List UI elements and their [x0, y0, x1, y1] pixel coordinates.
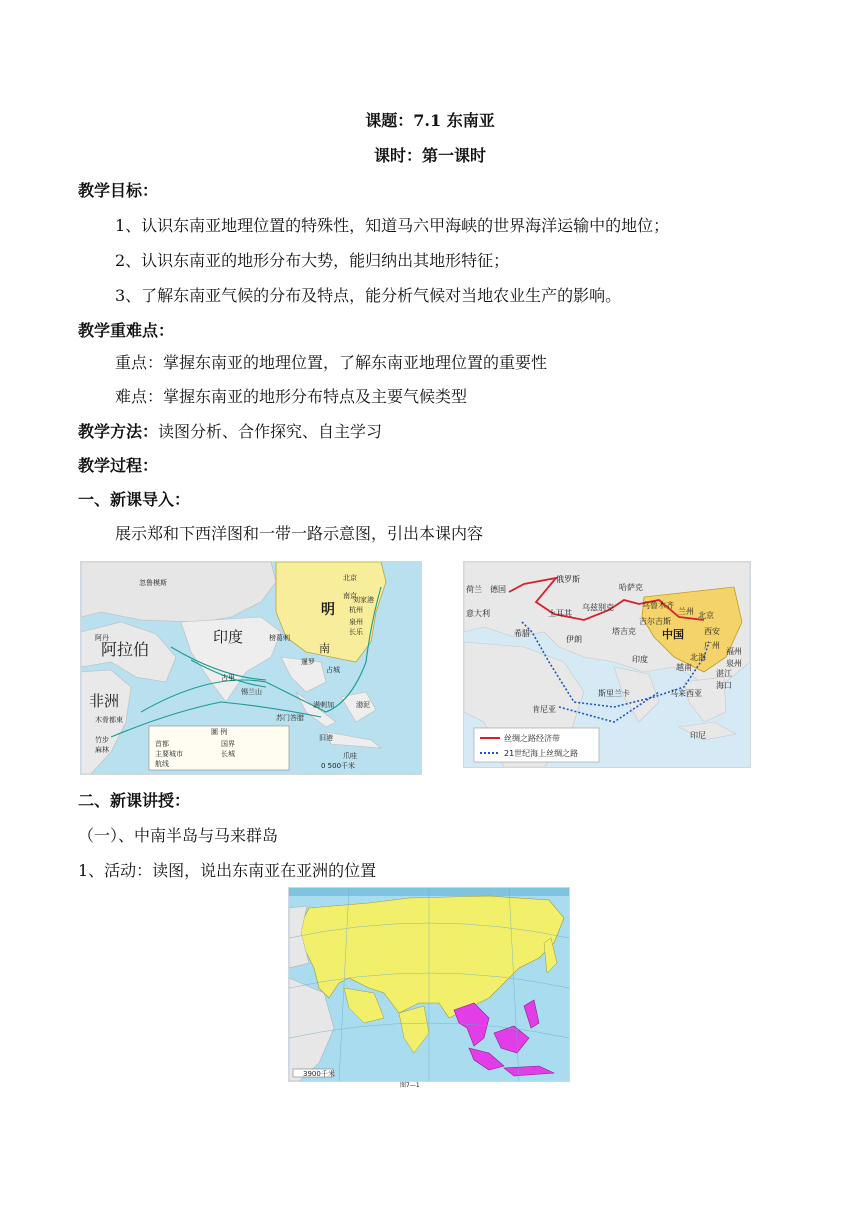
map-label-palembang: 旧港: [319, 734, 333, 742]
zhenghe-legend: [149, 726, 289, 770]
objective-item: 2、认识东南亚的地形分布大势，能归纳出其地形特征；: [115, 251, 510, 270]
process-heading: 教学过程：: [78, 456, 159, 475]
label-iran: 伊朗: [566, 635, 582, 644]
map-label-arabia: 阿拉伯: [101, 640, 150, 659]
map-label-champa: 占城: [326, 666, 340, 674]
map-label-hormuz: 忽鲁模斯: [139, 579, 167, 587]
label-vietnam: 越南: [676, 663, 692, 672]
difficulty-text: 难点：掌握东南亚的地形分布特点及主要气候类型: [115, 387, 468, 406]
map-label-africa: 非洲: [89, 692, 120, 710]
label-malaysia: 马来西亚: [670, 689, 702, 698]
objective-item: 1、认识东南亚地理位置的特殊性，知道马六甲海峡的世界海洋运输中的地位；: [115, 216, 670, 235]
belt-road-map: [463, 561, 751, 768]
map-label-sumatra: 苏门答腊: [276, 714, 304, 722]
label-netherlands: 荷兰: [466, 585, 482, 594]
keypoints-heading: 教学重难点：: [78, 321, 175, 340]
section1-text: 展示郑和下西洋图和一带一路示意图，引出本课内容: [115, 524, 484, 543]
label-guangzhou: 广州: [704, 641, 720, 650]
label-beihai: 北海: [690, 653, 706, 662]
label-turkey: 土耳其: [548, 609, 572, 618]
map-label-ming: 明: [321, 602, 335, 618]
map-label-changle: 长乐: [349, 628, 363, 636]
subsection1-title: （一）、中南半岛与马来群岛: [78, 826, 279, 845]
map-label-ceylon: 锡兰山: [241, 688, 262, 696]
method-line: [78, 421, 382, 443]
asia-map: [288, 887, 570, 1082]
map-label-bengal: 榜葛剌: [269, 634, 290, 642]
map-label-malindi: 麻林: [95, 746, 109, 754]
map-label-nanhai: 南: [319, 642, 330, 655]
map-label-brunei: 渤泥: [356, 701, 370, 709]
label-beijing: 北京: [698, 611, 714, 620]
section2-heading: 二、新课讲授：: [78, 791, 191, 810]
label-kenya: 肯尼亚: [532, 705, 556, 714]
keypoint-text: 重点：掌握东南亚的地理位置，了解东南亚地理位置的重要性: [115, 353, 548, 372]
label-greece: 希腊: [514, 629, 530, 638]
map-label-nanjing: 南京: [343, 592, 357, 600]
label-haikou: 海口: [716, 681, 732, 690]
asia-map-caption: 图7—1: [400, 1082, 420, 1089]
map-label-quanzhou: 泉州: [349, 618, 363, 626]
map-label-india: 印度: [213, 628, 244, 646]
label-tajikistan: 塔吉克: [612, 627, 636, 636]
map-label-malacca: 满剌加: [313, 701, 334, 709]
label-italy: 意大利: [466, 609, 490, 618]
map-label-aden: 阿丹: [95, 634, 109, 642]
activity1-text: 1、活动：读图，说出东南亚在亚洲的位置: [78, 861, 377, 880]
map-label-zhufu: 竹步: [95, 736, 109, 744]
label-kyrgyzstan: 吉尔吉斯: [639, 617, 671, 626]
map-label-mogadishu: 木骨都束: [95, 716, 123, 724]
legend-land-route: 丝绸之路经济带: [504, 734, 560, 743]
label-russia: 俄罗斯: [556, 575, 580, 584]
legend-item: 国界: [221, 740, 235, 748]
zhenghe-voyage-map: [80, 561, 422, 775]
label-zhanjiang: 湛江: [716, 669, 732, 678]
objective-item: 3、了解东南亚气候的分布及特点，能分析气候对当地农业生产的影响。: [115, 286, 622, 305]
label-india: 印度: [632, 655, 648, 664]
map-label-hangzhou: 杭州: [349, 606, 363, 614]
label-china: 中国: [662, 628, 684, 641]
beltroad-legend: [474, 728, 599, 762]
page-title: 课题：7.1 东南亚: [365, 111, 495, 130]
label-uzbekistan: 乌兹别克: [582, 603, 614, 612]
legend-sea-route: 21世纪海上丝绸之路: [504, 749, 579, 758]
label-indonesia: 印尼: [690, 731, 706, 740]
map-label-siam: 暹罗: [301, 658, 315, 666]
method-label: 教学方法：: [78, 422, 159, 441]
label-fuzhou: 福州: [726, 647, 742, 656]
method-text: 读图分析、合作探究、自主学习: [158, 422, 383, 441]
label-urumqi: 乌鲁木齐: [642, 601, 674, 610]
legend-item: 航线: [155, 760, 169, 768]
map-label-liujiagang: 刘家港: [353, 596, 374, 604]
map-label-calicut: 古里: [221, 674, 235, 682]
label-srilanka: 斯里兰卡: [598, 689, 630, 698]
label-lanzhou: 兰州: [678, 607, 694, 616]
label-kazakhstan: 哈萨克: [619, 583, 643, 592]
section1-heading: 一、新课导入：: [78, 490, 191, 509]
legend-item: 主要城市: [155, 750, 183, 758]
label-quanzhou: 泉州: [726, 659, 742, 668]
map-label-beijing: 北京: [343, 574, 357, 582]
asia-map-scale: 3900千米: [303, 1070, 335, 1078]
map-label-java: 爪哇: [343, 752, 357, 760]
lesson-period: 课时：第一课时: [373, 146, 486, 165]
objectives-heading: 教学目标：: [78, 181, 159, 200]
map-scale: 0 500千米: [321, 762, 356, 770]
label-germany: 德国: [490, 585, 506, 594]
legend-item: 长城: [221, 750, 235, 758]
label-xian: 西安: [704, 627, 720, 636]
legend-item: 首都: [155, 740, 169, 748]
legend-title: 圖 例: [211, 728, 228, 736]
